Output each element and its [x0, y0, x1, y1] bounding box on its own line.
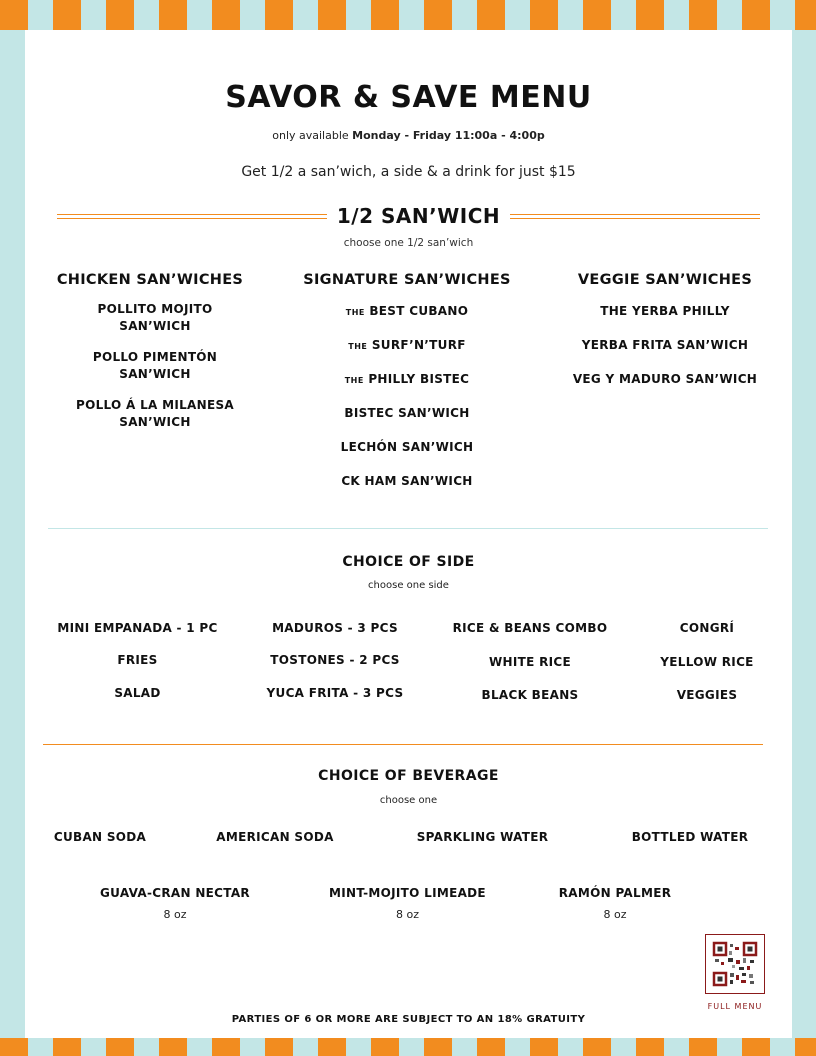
deal-text: Get 1/2 a san’wich, a side & a drink for just $15	[241, 164, 576, 180]
beverage-size: 8 oz	[163, 908, 187, 921]
side-item: SALAD	[114, 686, 161, 700]
side-item: VEGGIES	[676, 688, 738, 702]
beverage-item: GUAVA-CRAN NECTAR	[100, 886, 250, 900]
veggie-item: YERBA FRITA SAN’WICH	[581, 338, 749, 352]
qr-code-icon[interactable]	[705, 934, 765, 994]
bottom-stripe-border	[0, 1038, 816, 1056]
side-item: MINI EMPANADA - 1 PC	[57, 621, 218, 635]
veggie-heading: VEGGIE SAN’WICHES	[577, 272, 753, 288]
chicken-heading: CHICKEN SAN’WICHES	[56, 272, 244, 288]
beverage-title: CHOICE OF BEVERAGE	[318, 768, 499, 784]
top-stripe-border	[0, 0, 816, 30]
signature-heading: SIGNATURE SAN’WICHES	[303, 272, 511, 288]
chicken-item: POLLO Á LA MILANESA SAN’WICH	[75, 398, 235, 429]
the-prefix: THE	[344, 376, 364, 385]
beverage-item: RAMÓN PALMER	[558, 886, 672, 900]
sides-title: CHOICE OF SIDE	[342, 554, 475, 570]
side-item: BLACK BEANS	[481, 688, 579, 702]
the-prefix: THE	[348, 342, 368, 351]
sandwich-subtitle: choose one 1/2 san’wich	[343, 237, 474, 249]
menu-title: SAVOR & SAVE MENU	[225, 80, 592, 115]
side-item: MADUROS - 3 PCS	[272, 621, 398, 635]
beverage-item: CUBAN SODA	[53, 830, 147, 844]
the-prefix: THE	[345, 308, 365, 317]
chicken-item: POLLO PIMENTÓN SAN’WICH	[92, 350, 218, 381]
sandwich-section-title: 1/2 SAN’WICH	[336, 204, 501, 228]
beverage-item: MINT-MOJITO LIMEADE	[329, 886, 486, 900]
signature-item: BISTEC SAN’WICH	[344, 406, 470, 420]
veggie-item: THE YERBA PHILLY	[600, 304, 730, 318]
gratuity-note: PARTIES OF 6 OR MORE ARE SUBJECT TO AN 18% GRATUITY	[231, 1014, 586, 1025]
divider-line	[48, 528, 768, 529]
qr-code-graphic	[706, 935, 764, 993]
availability-prefix: only available	[272, 129, 349, 142]
side-item: YUCA FRITA - 3 PCS	[266, 686, 404, 700]
chicken-item: POLLITO MOJITO SAN’WICH	[97, 302, 213, 333]
beverage-item: AMERICAN SODA	[216, 830, 334, 844]
beverage-size: 8 oz	[396, 908, 419, 921]
signature-item-label: PHILLY BISTEC	[368, 372, 470, 386]
signature-item-label: SURF’N’TURF	[371, 338, 466, 352]
beverage-subtitle: choose one	[379, 795, 438, 806]
menu-page	[25, 30, 792, 1038]
signature-item: LECHÓN SAN’WICH	[340, 440, 474, 454]
availability-days: Monday - Friday 11:00a - 4:00p	[352, 129, 545, 142]
sides-subtitle: choose one side	[368, 580, 449, 591]
side-item: WHITE RICE	[488, 655, 571, 669]
veggie-item: VEG Y MADURO SAN’WICH	[572, 372, 758, 386]
divider-left	[57, 214, 327, 219]
side-item: FRIES	[117, 653, 158, 667]
side-item: RICE & BEANS COMBO	[452, 621, 608, 635]
signature-item	[287, 337, 527, 355]
signature-item: CK HAM SAN’WICH	[341, 474, 473, 488]
divider-right	[510, 214, 760, 219]
signature-item-label: BEST CUBANO	[369, 304, 469, 318]
beverage-item: SPARKLING WATER	[416, 830, 549, 844]
divider-line	[43, 744, 763, 745]
beverage-size: 8 oz	[603, 908, 627, 921]
full-menu-link[interactable]: FULL MENU	[707, 1002, 763, 1011]
signature-item	[287, 371, 527, 389]
availability-text	[25, 129, 792, 142]
side-item: YELLOW RICE	[660, 655, 754, 669]
sandwich-section-header	[25, 204, 792, 228]
signature-item	[287, 303, 527, 321]
side-item: CONGRÍ	[679, 621, 735, 635]
beverage-item: BOTTLED WATER	[631, 830, 749, 844]
side-item: TOSTONES - 2 PCS	[270, 653, 400, 667]
